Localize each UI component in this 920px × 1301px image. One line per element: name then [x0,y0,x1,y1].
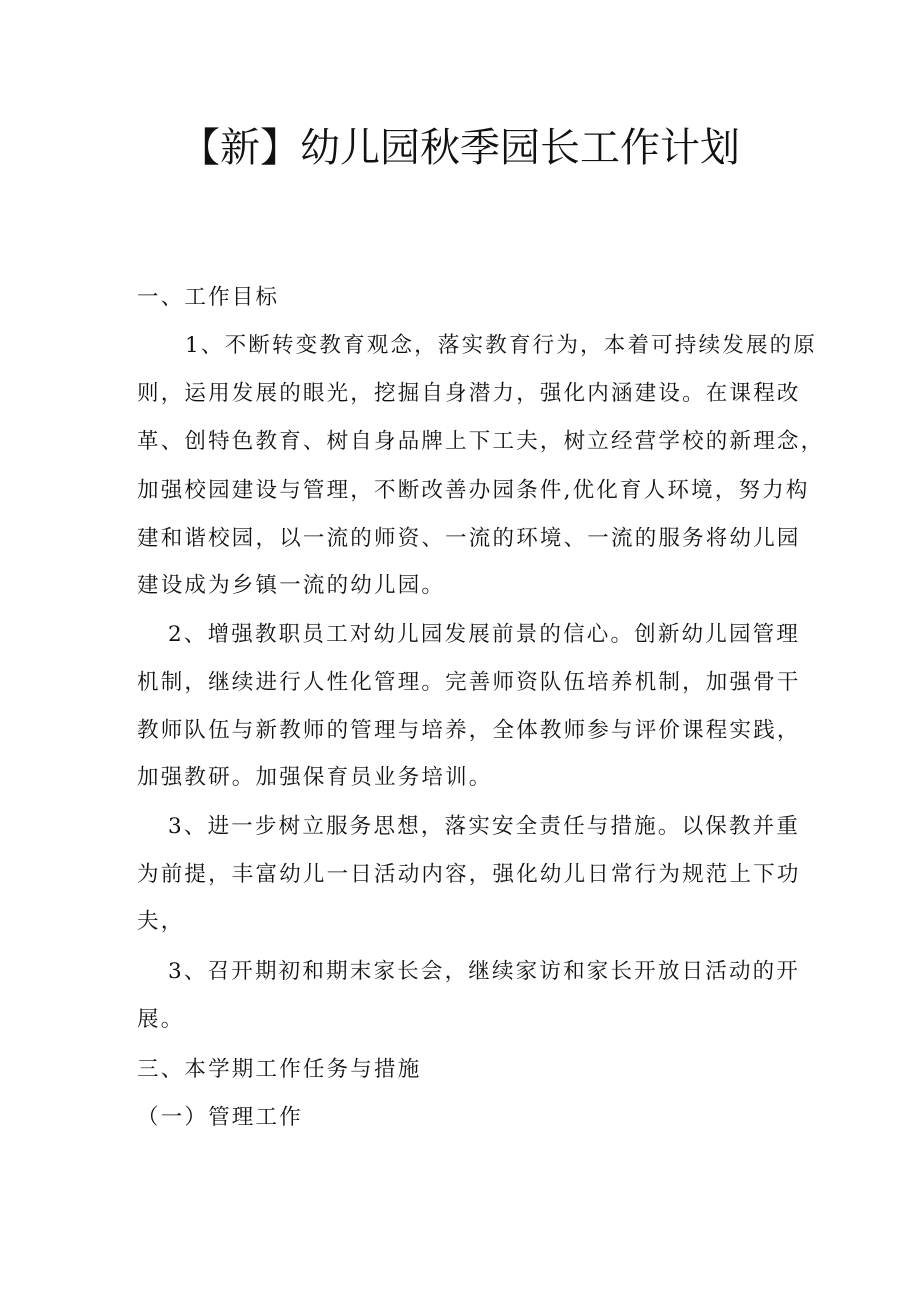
paragraph-line: 建设成为乡镇一流的幼儿园。 [137,573,446,598]
document-title: 【新】幼儿园秋季园长工作计划 [180,125,740,171]
paragraph-line: 夫， [137,909,185,934]
paragraph-line: 3、召开期初和期末家长会，继续家访和家长开放日活动的开 [168,959,801,984]
paragraph-line: 加强教研。加强保育员业务培训。 [137,765,493,790]
paragraph-line: 革、创特色教育、树自身品牌上下工夫，树立经营学校的新理念， [137,429,825,454]
subsection-heading-management: （一）管理工作 [137,1105,303,1130]
paragraph-line: 3、进一步树立服务思想，落实安全责任与措施。以保教并重 [168,814,801,839]
paragraph-line: 建和谐校园，以一流的师资、一流的环境、一流的服务将幼儿园 [137,526,801,551]
paragraph-line: 展。 [137,1007,185,1032]
paragraph-line: 加强校园建设与管理，不断改善办园条件,优化育人环境，努力构 [137,478,810,503]
paragraph-line: 教师队伍与新教师的管理与培养，全体教师参与评价课程实践， [137,718,801,743]
section-heading-tasks: 三、本学期工作任务与措施 [137,1057,422,1082]
paragraph-line: 2、增强教职员工对幼儿园发展前景的信心。创新幼儿园管理 [168,622,801,647]
paragraph-line: 机制，继续进行人性化管理。完善师资队伍培养机制，加强骨干 [137,670,801,695]
paragraph-line: 1、不断转变教育观念，落实教育行为，本着可持续发展的原 [185,333,818,358]
paragraph-line: 为前提，丰富幼儿一日活动内容，强化幼儿日常行为规范上下功 [137,862,801,887]
section-heading-goals: 一、工作目标 [137,285,280,310]
paragraph-line: 则，运用发展的眼光，挖掘自身潜力，强化内涵建设。在课程改 [137,381,801,406]
